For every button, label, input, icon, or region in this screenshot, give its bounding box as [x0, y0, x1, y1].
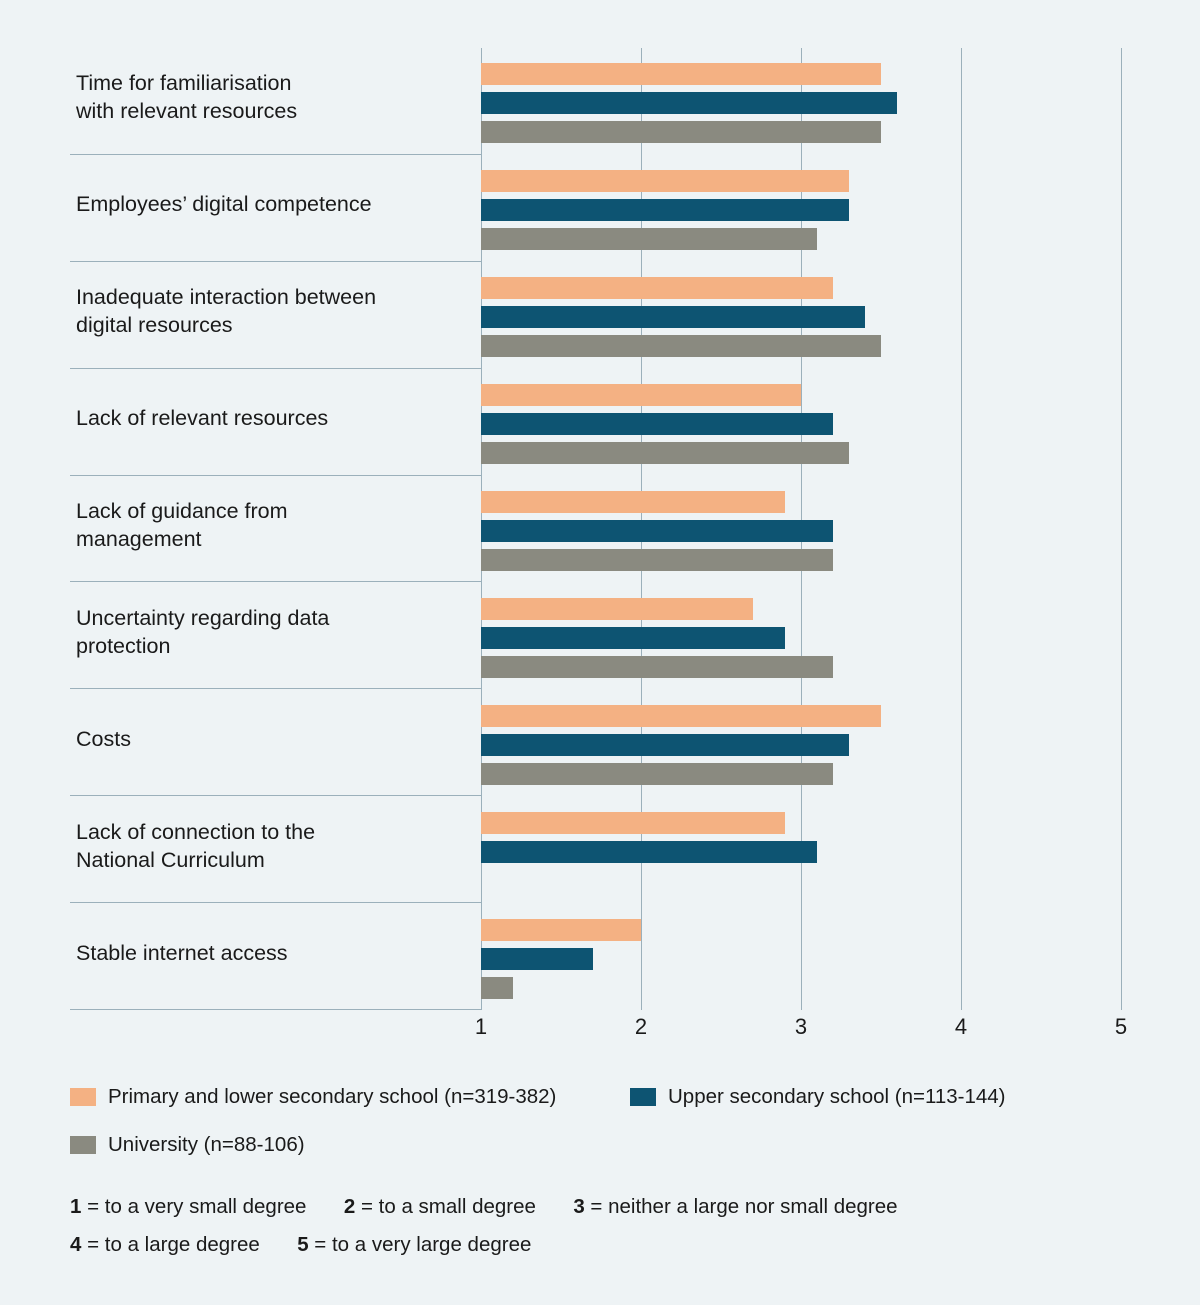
footnote-key-4: 4 [70, 1233, 82, 1256]
x-tick-label-3: 3 [794, 1014, 808, 1039]
row-separator [70, 475, 481, 476]
legend-item-primary [70, 1085, 556, 1109]
legend-label-primary: Primary and lower secondary school (n=319-382) [108, 1085, 557, 1108]
bar-primary [481, 705, 881, 727]
footnote-key-2: 2 [343, 1195, 356, 1218]
bar-primary [481, 598, 753, 620]
bar-university [481, 656, 833, 678]
gridline-5 [1121, 48, 1122, 1010]
row-separator [70, 795, 481, 796]
bar-upper [481, 734, 849, 756]
bar-primary [481, 63, 881, 85]
category-label [76, 497, 476, 553]
bar-university [481, 977, 513, 999]
category-label-line: Lack of guidance from [76, 499, 288, 523]
category-label-line: National Curriculum [76, 848, 265, 872]
category-label-line: with relevant resources [76, 99, 298, 123]
bar-university [481, 549, 833, 571]
bar-primary [481, 812, 785, 834]
bar-primary [481, 384, 801, 406]
gridline-4 [961, 48, 962, 1010]
legend-item-upper [630, 1085, 1006, 1109]
bar-primary [481, 277, 833, 299]
category-label-line: management [76, 527, 202, 551]
category-label [76, 190, 476, 218]
footnote-key-5: 5 [297, 1233, 309, 1256]
row-separator [70, 1009, 481, 1010]
row-separator [70, 581, 481, 582]
category-label [76, 404, 476, 432]
bar-upper [481, 948, 593, 970]
legend-label-upper: Upper secondary school (n=113-144) [668, 1085, 1006, 1108]
bar-upper [481, 841, 817, 863]
category-label [76, 69, 476, 125]
category-label-line: Inadequate interaction between [76, 285, 377, 309]
x-tick-label-4: 4 [954, 1014, 968, 1039]
category-label-line: Employees’ digital competence [76, 192, 372, 216]
legend-label-university: University (n=88-106) [108, 1133, 305, 1156]
footnote-text-3: = neither a large nor small degree [590, 1195, 898, 1218]
bar-university [481, 763, 833, 785]
footnote-text-1: = to a very small degree [87, 1195, 307, 1218]
category-label-line: Time for familiarisation [76, 71, 292, 95]
category-label-line: Lack of connection to the [76, 820, 316, 844]
x-tick-label-5: 5 [1114, 1014, 1128, 1039]
bar-primary [481, 170, 849, 192]
bar-upper [481, 199, 849, 221]
category-label [76, 939, 476, 967]
legend-row-2 [70, 1125, 1150, 1165]
bar-university [481, 121, 881, 143]
row-separator [70, 368, 481, 369]
category-label-line: Stable internet access [76, 941, 288, 965]
bar-upper [481, 627, 785, 649]
row-separator [70, 154, 481, 155]
category-label-line: protection [76, 634, 171, 658]
footnote-key-3: 3 [573, 1195, 585, 1218]
category-label [76, 725, 476, 753]
row-separator [70, 261, 481, 262]
bar-upper [481, 306, 865, 328]
category-label-line: Uncertainty regarding data [76, 606, 330, 630]
category-label-line: digital resources [76, 313, 233, 337]
legend-swatch-university-icon [70, 1136, 96, 1154]
footnote-text-4: = to a large degree [87, 1233, 260, 1256]
category-label-line: Costs [76, 727, 131, 751]
footnote-text-5: = to a very large degree [314, 1233, 532, 1256]
footnote-text-2: = to a small degree [360, 1195, 536, 1218]
footnote-line-1 [70, 1188, 1150, 1226]
chart-footnotes [70, 1188, 1150, 1264]
bar-primary [481, 491, 785, 513]
legend-row-1 [70, 1085, 1150, 1125]
bar-university [481, 335, 881, 357]
legend-swatch-upper-icon [630, 1088, 656, 1106]
legend-swatch-primary-icon [70, 1088, 96, 1106]
x-tick-label-1: 1 [474, 1014, 488, 1039]
category-label [76, 818, 476, 874]
category-label [76, 283, 476, 339]
bar-university [481, 442, 849, 464]
bar-upper [481, 520, 833, 542]
x-tick-label-2: 2 [634, 1014, 648, 1039]
row-separator [70, 688, 481, 689]
legend-item-university [70, 1133, 305, 1157]
footnote-line-2 [70, 1226, 1150, 1264]
bar-university [481, 228, 817, 250]
bar-upper [481, 413, 833, 435]
category-label [76, 604, 476, 660]
footnote-key-1: 1 [70, 1195, 82, 1218]
row-separator [70, 902, 481, 903]
bar-upper [481, 92, 897, 114]
bar-primary [481, 919, 641, 941]
chart-legend [70, 1085, 1150, 1165]
category-label-line: Lack of relevant resources [76, 406, 329, 430]
